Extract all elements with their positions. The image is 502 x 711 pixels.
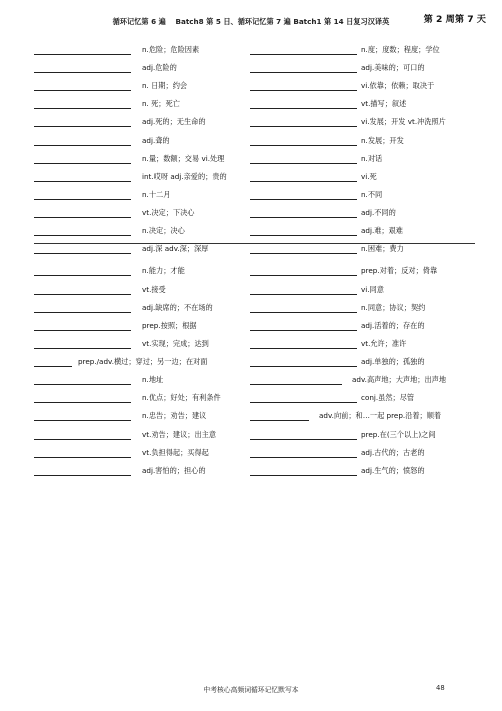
answer-blank-right[interactable] [250, 420, 309, 421]
answer-blank-left[interactable] [34, 72, 131, 73]
vocab-row [0, 221, 502, 240]
definition-left: n.地址 [142, 375, 164, 385]
vocab-row [0, 76, 502, 95]
definition-left: adj.死的；无生命的 [142, 117, 206, 127]
answer-blank-left[interactable] [34, 439, 131, 440]
definition-left: vt.实现；完成；达到 [142, 338, 209, 348]
answer-blank-right[interactable] [250, 457, 357, 458]
vocab-row [0, 316, 502, 335]
definition-left: n.能力；才能 [142, 266, 185, 276]
definition-right: adj.美味的；可口的 [361, 63, 425, 73]
answer-blank-left[interactable] [34, 366, 72, 367]
definition-right: adj.难；艰难 [361, 226, 403, 236]
answer-blank-left[interactable] [34, 199, 131, 200]
answer-blank-left[interactable] [34, 253, 131, 254]
definition-left: n.优点；好处；有利条件 [142, 393, 221, 403]
vocab-row [0, 406, 502, 425]
vocab-row [0, 461, 502, 480]
definition-right: vi.依靠；依赖；取决于 [361, 81, 435, 91]
vocab-row [0, 352, 502, 371]
answer-blank-left[interactable] [34, 54, 131, 55]
answer-blank-right[interactable] [250, 439, 357, 440]
definition-right: vi.同意 [361, 284, 384, 294]
answer-blank-right[interactable] [250, 235, 357, 236]
definition-right: adj.古代的；古老的 [361, 447, 425, 457]
vocab-row [0, 131, 502, 150]
definition-right: n.度；度数；程度；学位 [361, 45, 440, 54]
answer-blank-left[interactable] [34, 235, 131, 236]
definition-left: prep./adv.横过；穿过；另一边；在对面 [78, 357, 208, 367]
vocab-row [0, 298, 502, 317]
answer-blank-right[interactable] [250, 312, 357, 313]
definition-right: n.发展；开发 [361, 135, 404, 145]
vocab-row [0, 149, 502, 168]
definition-right: n.不同 [361, 189, 383, 199]
answer-blank-right[interactable] [250, 253, 357, 254]
answer-blank-right[interactable] [250, 163, 357, 164]
page-title: 循环记忆第 6 遍 Batch8 第 5 日、循环记忆第 7 遍 Batch1 第 14 日复习汉译英 [112, 17, 390, 26]
definition-right: adv.高声地；大声地；出声地 [352, 375, 447, 385]
answer-blank-right[interactable] [250, 54, 357, 55]
answer-blank-left[interactable] [34, 402, 131, 403]
answer-blank-right[interactable] [250, 199, 357, 200]
definition-left: vt.劝告；建议；出主意 [142, 429, 217, 439]
answer-blank-right[interactable] [250, 90, 357, 91]
definition-left: n. 日期；约会 [142, 81, 188, 91]
vocab-row [0, 94, 502, 113]
definition-right: adj.单独的；孤独的 [361, 357, 425, 367]
definition-left: prep.按照；根据 [142, 320, 197, 330]
answer-blank-right[interactable] [250, 330, 357, 331]
definition-right: adj.不同的 [361, 208, 396, 218]
definition-right: n.对话 [361, 153, 383, 163]
answer-blank-right[interactable] [250, 475, 357, 476]
answer-blank-left[interactable] [34, 108, 131, 109]
answer-blank-left[interactable] [34, 145, 131, 146]
definition-right: adv.向前；和…一起 prep.沿着；顺着 [319, 411, 442, 421]
vocab-row [0, 112, 502, 131]
definition-left: adj.缺席的；不在场的 [142, 302, 213, 312]
answer-blank-right[interactable] [250, 108, 357, 109]
definition-left: vt.决定；下决心 [142, 208, 195, 218]
definition-left: n.决定；决心 [142, 226, 185, 236]
definition-left: vt.负担得起；买得起 [142, 447, 209, 457]
answer-blank-left[interactable] [34, 384, 131, 385]
answer-blank-left[interactable] [34, 457, 131, 458]
page-number: 48 [436, 684, 445, 692]
definition-left: n.十二月 [142, 189, 171, 199]
definition-left: n. 死；死亡 [142, 99, 180, 109]
vocab-row [0, 388, 502, 407]
vocab-row [0, 425, 502, 444]
definition-right: vt.描写；叙述 [361, 99, 407, 109]
definition-right: n.同意；协议；契约 [361, 302, 426, 312]
definition-left: vt.接受 [142, 284, 166, 294]
vocab-row [0, 334, 502, 353]
definition-left: adj.危险的 [142, 63, 177, 73]
answer-blank-right[interactable] [250, 348, 357, 349]
vocab-row [0, 443, 502, 462]
answer-blank-right[interactable] [250, 126, 357, 127]
answer-blank-right[interactable] [250, 294, 357, 295]
definition-right: adj.活着的；存在的 [361, 320, 425, 330]
section-divider [34, 243, 475, 244]
vocab-row [0, 203, 502, 222]
week-label: 第 2 周第 7 天 [423, 14, 486, 25]
answer-blank-left[interactable] [34, 475, 131, 476]
definition-right: n.困难；费力 [361, 244, 404, 254]
answer-blank-left[interactable] [34, 181, 131, 182]
answer-blank-left[interactable] [34, 348, 131, 349]
answer-blank-right[interactable] [250, 366, 357, 367]
answer-blank-left[interactable] [34, 126, 131, 127]
definition-left: n.危险；危险因素 [142, 45, 200, 54]
answer-blank-right[interactable] [250, 72, 357, 73]
answer-blank-left[interactable] [34, 163, 131, 164]
answer-blank-left[interactable] [34, 294, 131, 295]
definition-right: adj.生气的；愤怒的 [361, 465, 425, 475]
answer-blank-right[interactable] [250, 181, 357, 182]
definition-left: int.哎呀 adj.亲爱的；贵的 [142, 171, 227, 181]
vocab-row [0, 185, 502, 204]
definition-right: prep.对着；反对；倚靠 [361, 266, 438, 276]
answer-blank-left[interactable] [34, 420, 131, 421]
definition-left: adj.聋的 [142, 135, 170, 145]
footer-title: 中考核心高频词循环记忆默写本 [203, 686, 299, 694]
definition-right: vi.死 [361, 171, 377, 181]
vocab-row [0, 167, 502, 186]
definition-right: conj.虽然；尽管 [361, 393, 415, 403]
answer-blank-left[interactable] [34, 330, 131, 331]
answer-blank-right[interactable] [250, 402, 357, 403]
answer-blank-left[interactable] [34, 217, 131, 218]
vocab-row [0, 58, 502, 77]
definition-right: prep.在(三个以上)之间 [361, 429, 436, 439]
vocab-row [0, 261, 502, 280]
vocab-row [0, 40, 502, 59]
definition-right: vi.发展；开发 vt.冲洗照片 [361, 117, 446, 127]
answer-blank-right[interactable] [250, 275, 357, 276]
definition-left: adj.害怕的；担心的 [142, 465, 206, 475]
definition-left: n.量；数额；交易 vi.处理 [142, 153, 225, 163]
answer-blank-right[interactable] [250, 217, 357, 218]
answer-blank-left[interactable] [34, 312, 131, 313]
definition-left: adj.深 adv.深；深厚 [142, 244, 209, 254]
vocab-row [0, 370, 502, 389]
answer-blank-left[interactable] [34, 275, 131, 276]
answer-blank-left[interactable] [34, 90, 131, 91]
answer-blank-right[interactable] [250, 384, 342, 385]
answer-blank-right[interactable] [250, 145, 357, 146]
definition-left: n.忠告；劝告；建议 [142, 411, 207, 421]
definition-right: vt.允许；准许 [361, 338, 407, 348]
vocab-row [0, 280, 502, 299]
